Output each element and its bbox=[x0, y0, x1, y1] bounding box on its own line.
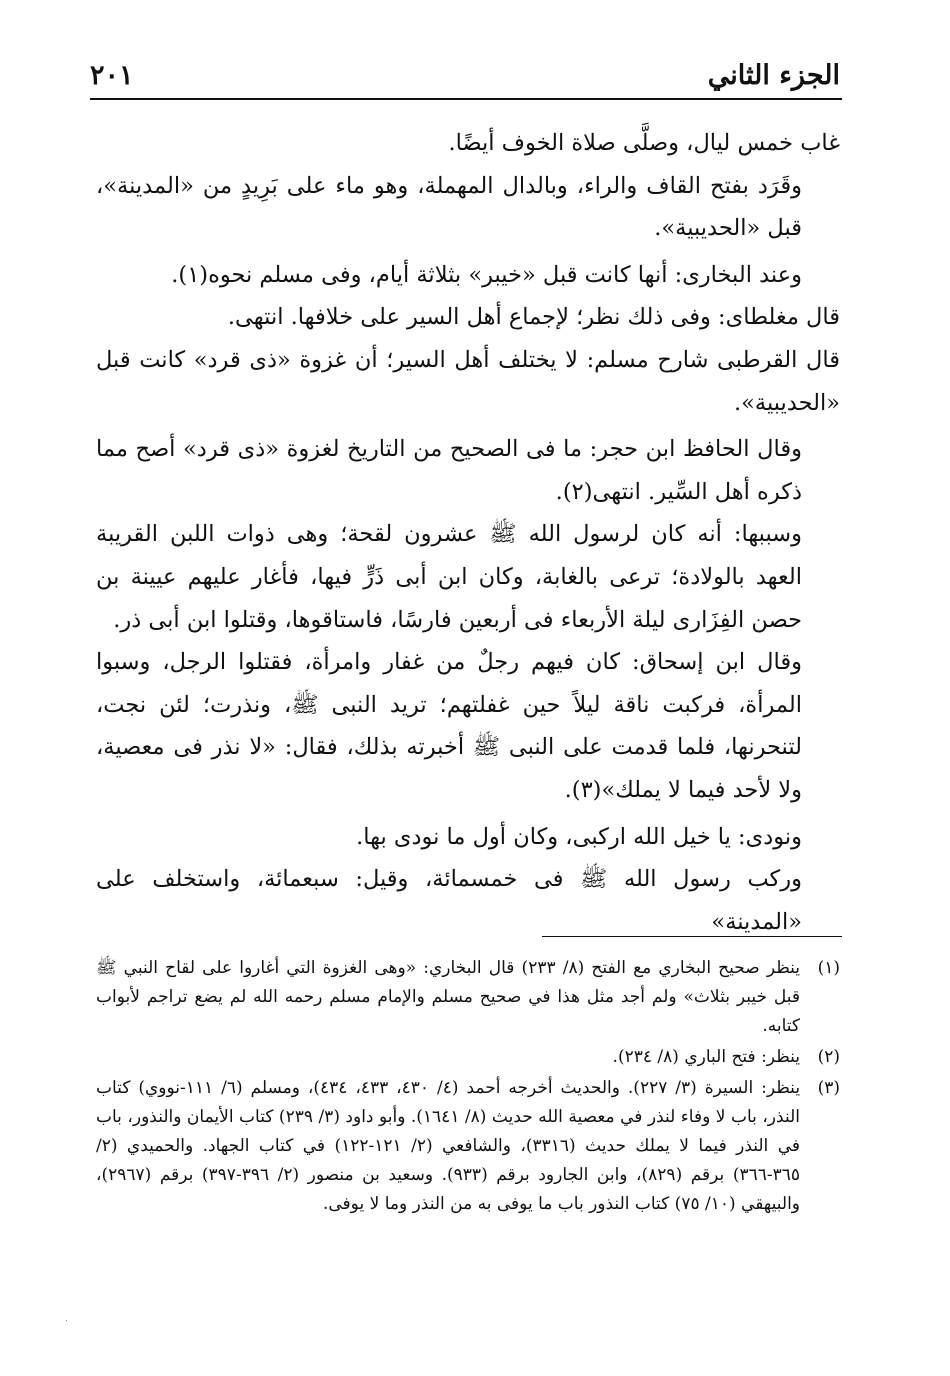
paragraph: وسببها: أنه كان لرسول الله ﷺ عشرون لقحة؛ وهى ذوات اللبن القريبة العهد بالولادة؛ ترعى بالغابة، وكان ابن أبى ذَرٍّ فيها، فأغار عليهم عيينة بن حصن الفِزَارى ليلة الأربعاء فى أربعين فارسًا، فاستاقوها، وقتلوا ابن أبى ذر. bbox=[96, 521, 802, 633]
footnote bbox=[96, 1043, 840, 1072]
footnote bbox=[96, 954, 840, 1041]
footnote-number: (٢) bbox=[817, 1047, 840, 1067]
paragraph: قال القرطبى شارح مسلم: لا يختلف أهل السير؛ أن غزوة «ذى قرد» كانت قبل «الحديبية». bbox=[96, 346, 840, 416]
paragraph: غاب خمس ليال، وصلَّى صلاة الخوف أيضًا. bbox=[448, 130, 840, 156]
paragraph: وقال الحافظ ابن حجر: ما فى الصحيح من التاريخ لغزوة «ذى قرد» أصح مما ذكره أهل السِّير. انتهى(٢). bbox=[96, 436, 802, 505]
footnotes bbox=[96, 954, 840, 1221]
footnote-text: ينظر: السيرة (٣/ ٢٢٧). والحديث أخرجه أحمد (٤/ ٤٣٠، ٤٣٣، ٤٣٤)، ومسلم (٦/ ١١١-نووي) كتاب النذر، باب لا وفاء لنذر في معصية الله حديث (٨/ ١٦٤١). وأبو داود (٣/ ٢٣٩) كتاب الأيمان والنذور، باب في النذر فيما لا يملك حديث (٣٣١٦)، والشافعي (٢/ ١٢١-١٢٢) في كتاب الجهاد. والحميدي (٢/ ٣٦٥-٣٦٦) برقم (٨٢٩)، وابن الجارود برقم (٩٣٣). وسعيد بن منصور (٢/ ٣٩٦-٣٩٧) برقم (٢٩٦٧)، والبيهقي (١٠/ ٧٥) كتاب النذور باب ما يوفى به من النذر وما لا يوفى. bbox=[96, 1078, 801, 1214]
paragraph: قال مغلطاى: وفى ذلك نظر؛ لإجماع أهل السير على خلافها. انتهى. bbox=[227, 304, 840, 331]
main-text bbox=[96, 122, 840, 943]
scan-speck bbox=[66, 1320, 67, 1321]
running-header bbox=[90, 48, 840, 96]
paragraph: وركب رسول الله ﷺ فى خمسمائة، وقيل: سبعمائة، واستخلف على «المدينة» bbox=[96, 866, 802, 935]
paragraph: وعند البخارى: أنها كانت قبل «خيبر» بثلاثة أيام، وفى مسلم نحوه(١). bbox=[171, 261, 802, 288]
footnote-text: ينظر: فتح الباري (٨/ ٢٣٤). bbox=[612, 1047, 800, 1067]
footnote-number: (٣) bbox=[817, 1078, 840, 1098]
paragraph: وقَرَد بفتح القاف والراء، وبالدال المهملة، وهو ماء على بَرِيدٍ من «المدينة»، قبل «الحديبية». bbox=[96, 172, 802, 242]
paragraph: وقال ابن إسحاق: كان فيهم رجلٌ من غفار وامرأة، فقتلوا الرجل، وسبوا المرأة، فركبت ناقة ليلاً حين غفلتهم؛ تريد النبى ﷺ، ونذرت؛ لئن نجت، لتنحرنها، فلما قدمت على النبى ﷺ أخبرته بذلك، فقال: «لا نذر فى معصية، ولا لأحد فيما لا يملك»(٣). bbox=[96, 649, 802, 803]
footnote-text: ينظر صحيح البخاري مع الفتح (٨/ ٢٣٣) قال البخاري: «وهى الغزوة التي أغاروا على لقاح النبي ﷺ قبل خيبر بثلاث» ولم أجد مثل هذا في صحيح مسلم والإمام مسلم رحمه الله لم يضع تراجم لأبواب كتابه. bbox=[96, 958, 801, 1036]
paragraph: ونودى: يا خيل الله اركبى، وكان أول ما نودى بها. bbox=[356, 823, 802, 850]
footnote bbox=[96, 1074, 840, 1219]
footnote-divider bbox=[542, 936, 842, 937]
header-divider bbox=[90, 98, 842, 100]
page-number: ٢٠١ bbox=[90, 60, 134, 91]
chapter-title: الجزء الثاني bbox=[707, 60, 840, 91]
footnote-number: (١) bbox=[817, 958, 840, 978]
